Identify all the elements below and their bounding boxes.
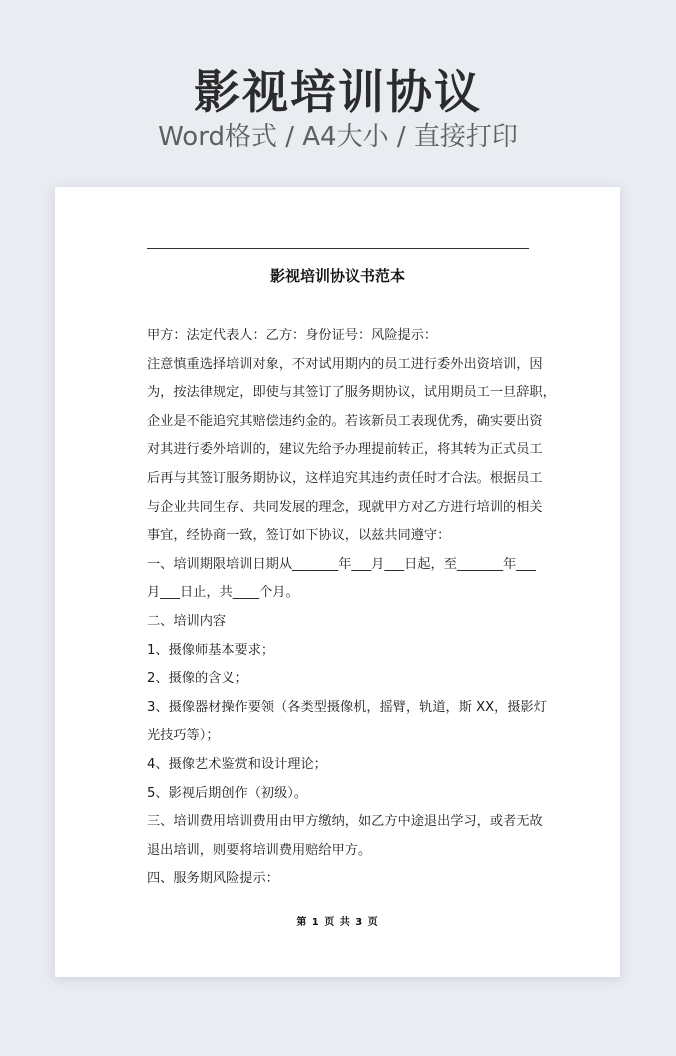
paragraph-line: 为，按法律规定，即使与其签订了服务期协议，试用期员工一旦辞职，: [147, 385, 556, 401]
paragraph-line: 退出培训，则要将培训费用赔给甲方。: [147, 842, 372, 858]
section-heading-content: 二、培训内容: [147, 613, 227, 629]
list-item: 4、摄像艺术鉴赏和设计理论；: [147, 756, 327, 772]
section-heading-fees: 三、培训费用培训费用由甲方缴纳，如乙方中途退出学习，或者无故: [147, 814, 543, 830]
page-number-footer: 第 1 页 共 3 页: [296, 917, 379, 928]
list-item: 2、摄像的含义；: [147, 671, 248, 687]
hero-title: 影视培训协议: [194, 65, 482, 119]
list-item: 1、摄像师基本要求；: [147, 642, 275, 658]
paragraph-line: 后再与其签订服务期协议，这样追究其违约责任时才合法。根据员工: [147, 470, 543, 486]
hero-subtitle: Word格式 / A4大小 / 直接打印: [158, 122, 518, 152]
paragraph-line: 事宜，经协商一致，签订如下协议，以兹共同遵守：: [147, 528, 451, 544]
document-body: [147, 322, 556, 894]
paragraph-line: 对其进行委外培训的，建议先给予办理提前转正，将其转为正式员工: [147, 442, 543, 458]
list-item-continuation: 光技巧等）；: [147, 728, 220, 744]
list-item: 3、摄像器材操作要领（各类型摄像机，摇臂，轨道，斯 XX，摄影灯: [147, 699, 547, 715]
document-page: [55, 187, 620, 977]
document-title: 影视培训协议书范本: [269, 267, 405, 285]
paragraph-line: 月___日止，共____个月。: [147, 585, 299, 601]
paragraph-line: 甲方：法定代表人：乙方：身份证号：风险提示：: [147, 328, 438, 343]
section-heading-term: 一、培训期限培训日期从_______年___月___日起，至_______年___: [147, 556, 537, 572]
paragraph-line: 注意慎重选择培训对象，不对试用期内的员工进行委外出资培训，因: [147, 356, 543, 372]
section-heading-risk: 四、服务期风险提示：: [147, 871, 279, 887]
paragraph-line: 企业是不能追究其赔偿违约金的。若该新员工表现优秀，确实要出资: [147, 413, 543, 429]
paragraph-line: 与企业共同生存、共同发展的理念，现就甲方对乙方进行培训的相关: [147, 499, 543, 515]
list-item: 5、影视后期创作（初级）。: [147, 785, 308, 801]
header-rule: [147, 248, 529, 249]
